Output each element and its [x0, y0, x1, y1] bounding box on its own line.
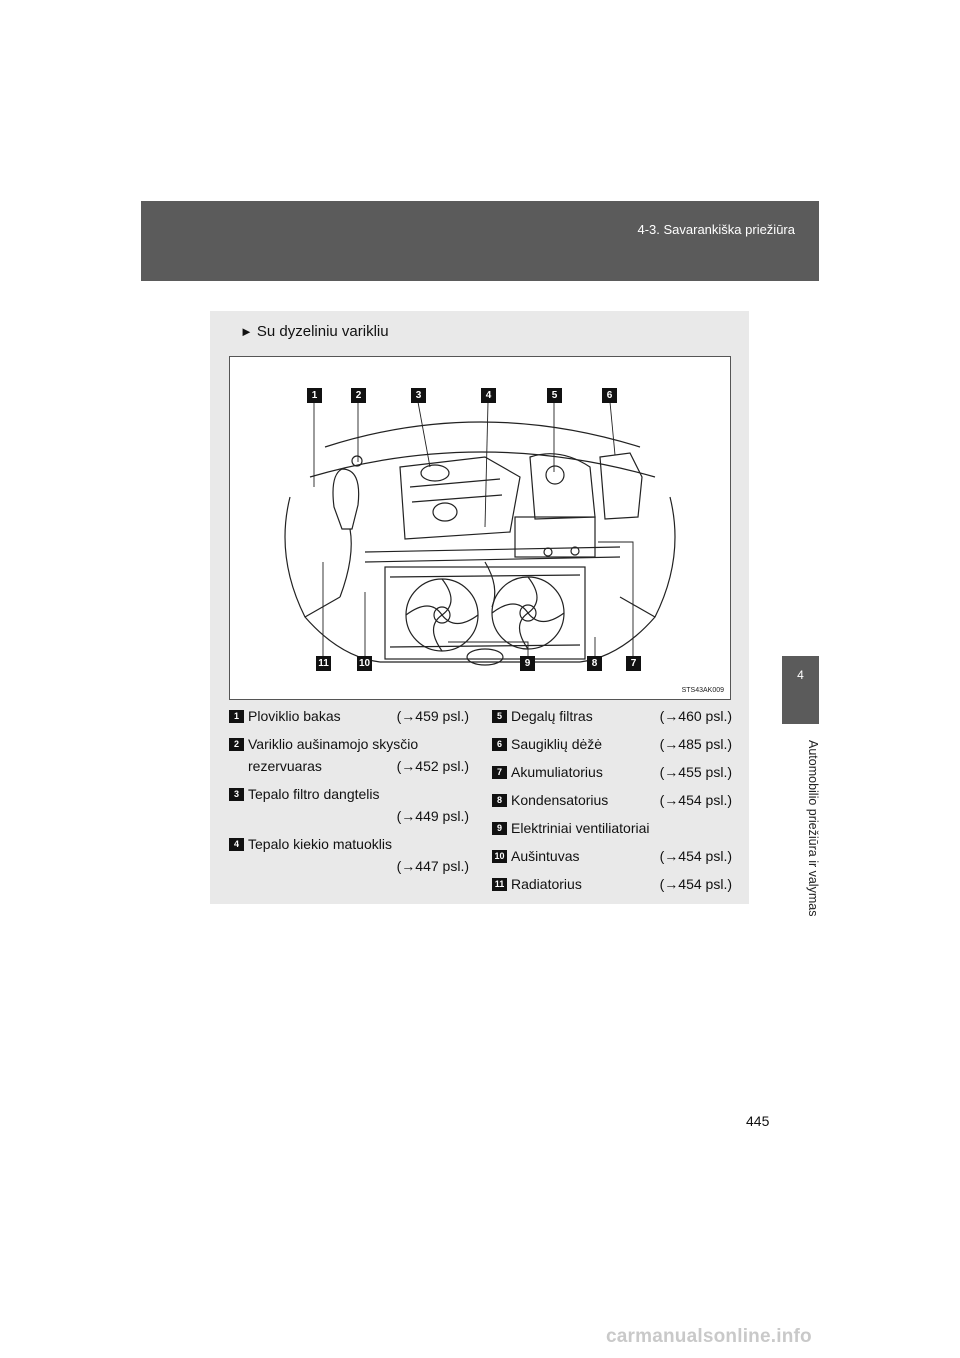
legend-label: Degalų filtras [511, 708, 593, 724]
legend-ref: (→449 psl.) [396, 808, 469, 824]
legend-ref: (→452 psl.) [396, 758, 469, 774]
legend-label-cont: rezervuaras [248, 758, 322, 774]
callout-1: 1 [307, 388, 322, 403]
legend-number: 7 [492, 766, 507, 779]
legend-label: Variklio aušinamojo skysčio [248, 736, 419, 752]
legend-ref: (→454 psl.) [659, 792, 732, 808]
callout-2: 2 [351, 388, 366, 403]
header-bar [141, 201, 819, 281]
content-box [210, 311, 749, 904]
legend-item [492, 845, 732, 867]
legend-number: 1 [229, 710, 244, 723]
legend-ref: (→454 psl.) [659, 848, 732, 864]
callout-9: 9 [520, 656, 535, 671]
page-number: 445 [746, 1113, 770, 1129]
legend-number: 6 [492, 738, 507, 751]
callout-8: 8 [587, 656, 602, 671]
legend-item [229, 833, 469, 877]
callout-6: 6 [602, 388, 617, 403]
legend-number: 3 [229, 788, 244, 801]
legend-item [492, 733, 732, 755]
legend-right [492, 705, 732, 901]
section-title: 4-3. Savarankiška priežiūra [637, 222, 795, 237]
legend-number: 4 [229, 838, 244, 851]
legend-ref: (→485 psl.) [659, 736, 732, 752]
legend-item [492, 761, 732, 783]
legend-number: 11 [492, 878, 507, 891]
watermark[interactable]: carmanualsonline.info [606, 1326, 812, 1347]
legend-left [229, 705, 469, 883]
legend-number: 5 [492, 710, 507, 723]
legend-label: Ploviklio bakas [248, 708, 341, 724]
callout-3: 3 [411, 388, 426, 403]
legend-label: Aušintuvas [511, 848, 580, 864]
legend-item [229, 705, 469, 727]
legend-number: 8 [492, 794, 507, 807]
engine-bay-illustration [229, 356, 731, 700]
legend-item [229, 783, 469, 827]
legend-label: Akumuliatorius [511, 764, 603, 780]
legend-number: 9 [492, 822, 507, 835]
callout-10: 10 [358, 658, 371, 669]
callout-5: 5 [547, 388, 562, 403]
legend-item [229, 733, 469, 777]
legend-label: Saugiklių dėžė [511, 736, 603, 752]
callout-4: 4 [481, 388, 496, 403]
legend-item [492, 873, 732, 895]
chapter-number: 4 [797, 668, 804, 682]
engine-drawing [230, 357, 730, 699]
chapter-tab [782, 656, 819, 724]
legend-number: 2 [229, 738, 244, 751]
figure-code: STS43AK009 [681, 687, 724, 694]
legend-ref: (→454 psl.) [659, 876, 732, 892]
legend-label: Radiatorius [511, 876, 582, 892]
triangle-bullet-icon: ► [240, 324, 253, 339]
legend-label: Tepalo filtro dangtelis [248, 786, 380, 802]
callout-11: 11 [316, 656, 331, 671]
legend-number: 10 [492, 850, 507, 863]
legend-ref: (→459 psl.) [396, 708, 469, 724]
variant-title [240, 323, 389, 340]
legend-ref: (→447 psl.) [396, 858, 469, 874]
legend-label: Tepalo kiekio matuoklis [248, 836, 392, 852]
legend-ref: (→460 psl.) [659, 708, 732, 724]
legend-label: Elektriniai ventiliatoriai [511, 820, 650, 836]
callout-7: 7 [626, 656, 641, 671]
legend-ref: (→455 psl.) [659, 764, 732, 780]
chapter-label: Automobilio priežiūra ir valymas [806, 740, 820, 917]
legend-label: Kondensatorius [511, 792, 609, 808]
legend-item [492, 789, 732, 811]
variant-title-text: Su dyzeliniu varikliu [256, 323, 389, 340]
legend-item [492, 817, 732, 839]
legend-item [492, 705, 732, 727]
